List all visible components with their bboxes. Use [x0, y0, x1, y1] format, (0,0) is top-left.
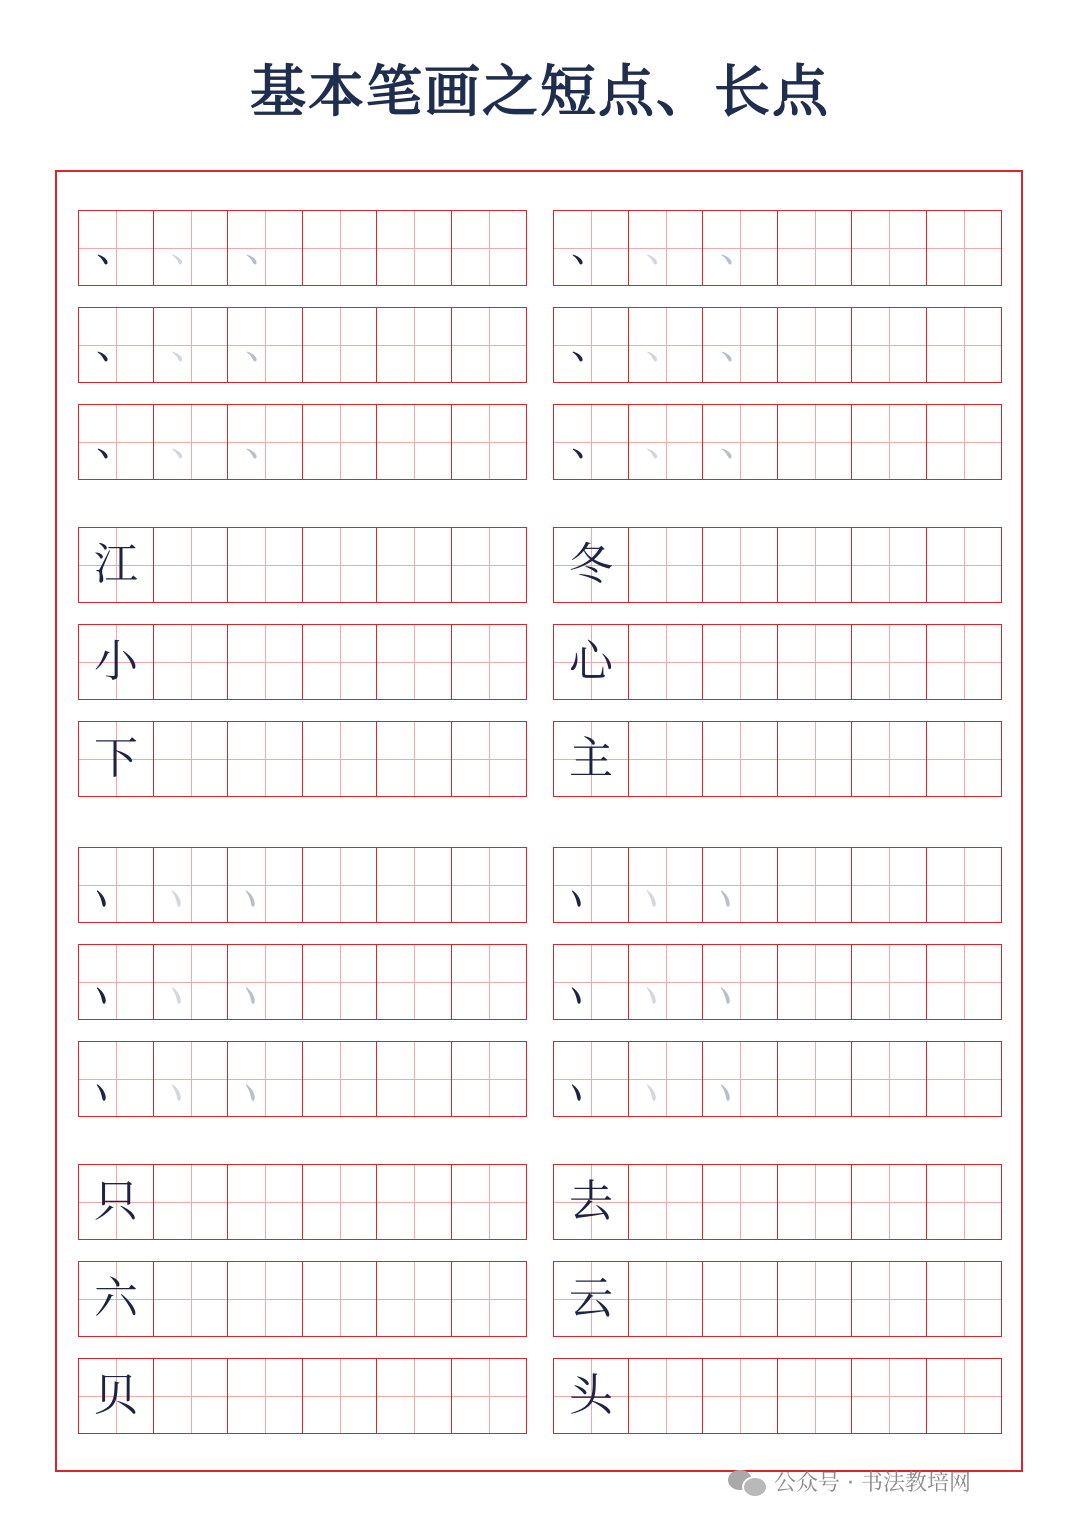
trace-stroke-cell[interactable] [153, 307, 229, 383]
tian-grid-cell[interactable] [227, 527, 303, 603]
tian-grid-cell[interactable] [926, 404, 1002, 480]
character-glyph: 只 [94, 1176, 138, 1227]
tian-grid-cell[interactable] [302, 1041, 378, 1117]
tian-grid-cell[interactable] [702, 1261, 778, 1337]
trace-stroke-cell[interactable] [702, 210, 778, 286]
tian-grid-cell[interactable] [777, 1164, 853, 1240]
tian-grid-cell[interactable] [777, 210, 853, 286]
stroke-glyph: 、 [170, 322, 211, 368]
character-glyph: 下 [94, 733, 138, 784]
stroke-glyph: 、 [571, 419, 611, 465]
trace-stroke-cell[interactable] [227, 210, 303, 286]
model-stroke-cell[interactable] [553, 404, 629, 480]
stroke-glyph: 、 [92, 1040, 140, 1118]
tian-grid-cell[interactable] [227, 721, 303, 797]
model-character-cell[interactable] [78, 527, 154, 603]
practice-row [553, 527, 1002, 603]
model-character-cell[interactable] [553, 1164, 629, 1240]
tian-grid-cell[interactable] [376, 624, 452, 700]
tian-grid-cell[interactable] [777, 847, 853, 923]
trace-stroke-cell[interactable] [702, 307, 778, 383]
tian-grid-cell[interactable] [851, 307, 927, 383]
practice-row [553, 721, 1002, 797]
model-character-cell[interactable] [553, 1358, 629, 1434]
tian-grid-cell[interactable] [227, 1358, 303, 1434]
model-character-cell[interactable] [78, 721, 154, 797]
trace-stroke-cell[interactable] [702, 404, 778, 480]
tian-grid-cell[interactable] [451, 210, 527, 286]
stroke-glyph: 、 [567, 1040, 615, 1118]
model-stroke-cell[interactable] [553, 307, 629, 383]
character-glyph: 江 [94, 539, 138, 590]
tian-grid-cell[interactable] [376, 404, 452, 480]
tian-grid-cell[interactable] [153, 1164, 229, 1240]
trace-stroke-cell[interactable] [153, 1041, 229, 1117]
watermark [728, 1466, 971, 1497]
tian-grid-cell[interactable] [451, 1358, 527, 1434]
practice-row [553, 210, 1002, 286]
tian-grid-cell[interactable] [451, 1261, 527, 1337]
stroke-glyph: 、 [720, 419, 760, 465]
trace-stroke-cell[interactable] [153, 944, 229, 1020]
trace-stroke-cell[interactable] [153, 847, 229, 923]
stroke-glyph: 、 [167, 943, 214, 1021]
trace-stroke-cell[interactable] [227, 944, 303, 1020]
stroke-glyph: 、 [645, 419, 686, 465]
practice-row [78, 307, 527, 383]
practice-row [78, 527, 527, 603]
tian-grid-cell[interactable] [926, 527, 1002, 603]
trace-stroke-cell[interactable] [227, 847, 303, 923]
tian-grid-cell[interactable] [376, 307, 452, 383]
model-stroke-cell[interactable] [553, 1041, 629, 1117]
tian-grid-cell[interactable] [376, 1358, 452, 1434]
stroke-glyph: 、 [567, 943, 615, 1021]
tian-grid-cell[interactable] [302, 624, 378, 700]
tian-grid-cell[interactable] [851, 1164, 927, 1240]
tian-grid-cell[interactable] [702, 721, 778, 797]
trace-stroke-cell[interactable] [153, 404, 229, 480]
model-stroke-cell[interactable] [553, 847, 629, 923]
tian-grid-cell[interactable] [851, 721, 927, 797]
tian-grid-cell[interactable] [376, 1164, 452, 1240]
model-stroke-cell[interactable] [553, 210, 629, 286]
model-character-cell[interactable] [553, 1261, 629, 1337]
tian-grid-cell[interactable] [302, 847, 378, 923]
tian-grid-cell[interactable] [926, 1261, 1002, 1337]
model-character-cell[interactable] [553, 527, 629, 603]
tian-grid-cell[interactable] [302, 527, 378, 603]
tian-grid-cell[interactable] [777, 1261, 853, 1337]
tian-grid-cell[interactable] [926, 1164, 1002, 1240]
tian-grid-cell[interactable] [926, 721, 1002, 797]
tian-grid-cell[interactable] [777, 307, 853, 383]
tian-grid-cell[interactable] [851, 527, 927, 603]
stroke-glyph: 、 [645, 225, 686, 271]
tian-grid-cell[interactable] [376, 1041, 452, 1117]
model-stroke-cell[interactable] [78, 210, 154, 286]
character-glyph: 云 [569, 1273, 613, 1324]
stroke-glyph: 、 [92, 846, 140, 924]
tian-grid-cell[interactable] [376, 1261, 452, 1337]
stroke-glyph: 、 [716, 943, 764, 1021]
tian-grid-cell[interactable] [302, 944, 378, 1020]
practice-row [553, 1041, 1002, 1117]
tian-grid-cell[interactable] [302, 307, 378, 383]
model-character-cell[interactable] [78, 1358, 154, 1434]
practice-row [78, 210, 527, 286]
wechat-icon [728, 1468, 766, 1496]
stroke-glyph: 、 [571, 322, 611, 368]
model-stroke-cell[interactable] [553, 944, 629, 1020]
model-character-cell[interactable] [553, 721, 629, 797]
character-glyph: 冬 [569, 539, 613, 590]
stroke-glyph: 、 [167, 1040, 214, 1118]
trace-stroke-cell[interactable] [153, 210, 229, 286]
model-character-cell[interactable] [553, 624, 629, 700]
character-glyph: 六 [94, 1273, 138, 1324]
stroke-glyph: 、 [716, 846, 764, 924]
tian-grid-cell[interactable] [227, 1164, 303, 1240]
practice-row [78, 624, 527, 700]
trace-stroke-cell[interactable] [227, 1041, 303, 1117]
tian-grid-cell[interactable] [851, 847, 927, 923]
trace-stroke-cell[interactable] [628, 847, 704, 923]
trace-stroke-cell[interactable] [702, 944, 778, 1020]
tian-grid-cell[interactable] [153, 624, 229, 700]
practice-row [78, 1164, 527, 1240]
tian-grid-cell[interactable] [451, 527, 527, 603]
tian-grid-cell[interactable] [628, 624, 704, 700]
tian-grid-cell[interactable] [451, 721, 527, 797]
stroke-glyph: 、 [170, 225, 211, 271]
tian-grid-cell[interactable] [302, 404, 378, 480]
practice-row [553, 847, 1002, 923]
tian-grid-cell[interactable] [451, 944, 527, 1020]
tian-grid-cell[interactable] [628, 721, 704, 797]
practice-row [78, 1041, 527, 1117]
model-stroke-cell[interactable] [78, 1041, 154, 1117]
practice-row [78, 1358, 527, 1434]
tian-grid-cell[interactable] [451, 404, 527, 480]
tian-grid-cell[interactable] [926, 1041, 1002, 1117]
character-glyph: 去 [569, 1176, 613, 1227]
stroke-glyph: 、 [96, 225, 136, 271]
practice-row [553, 1358, 1002, 1434]
tian-grid-cell[interactable] [851, 1041, 927, 1117]
practice-row [78, 847, 527, 923]
stroke-glyph: 、 [96, 322, 136, 368]
tian-grid-cell[interactable] [702, 624, 778, 700]
trace-stroke-cell[interactable] [227, 307, 303, 383]
stroke-glyph: 、 [720, 322, 760, 368]
tian-grid-cell[interactable] [628, 527, 704, 603]
tian-grid-cell[interactable] [302, 210, 378, 286]
tian-grid-cell[interactable] [926, 944, 1002, 1020]
practice-row [553, 1164, 1002, 1240]
tian-grid-cell[interactable] [926, 847, 1002, 923]
tian-grid-cell[interactable] [376, 847, 452, 923]
tian-grid-cell[interactable] [851, 624, 927, 700]
character-glyph: 小 [94, 636, 138, 687]
tian-grid-cell[interactable] [777, 404, 853, 480]
tian-grid-cell[interactable] [628, 1164, 704, 1240]
model-character-cell[interactable] [78, 1261, 154, 1337]
tian-grid-cell[interactable] [777, 527, 853, 603]
tian-grid-cell[interactable] [851, 1358, 927, 1434]
tian-grid-cell[interactable] [702, 1358, 778, 1434]
tian-grid-cell[interactable] [376, 944, 452, 1020]
page-title: 基本笔画之短点、长点 [250, 59, 830, 125]
tian-grid-cell[interactable] [777, 1358, 853, 1434]
tian-grid-cell[interactable] [153, 1261, 229, 1337]
tian-grid-cell[interactable] [926, 210, 1002, 286]
tian-grid-cell[interactable] [451, 1164, 527, 1240]
tian-grid-cell[interactable] [451, 847, 527, 923]
tian-grid-cell[interactable] [777, 721, 853, 797]
stroke-glyph: 、 [241, 846, 289, 924]
tian-grid-cell[interactable] [153, 527, 229, 603]
tian-grid-cell[interactable] [302, 1164, 378, 1240]
stroke-glyph: 、 [567, 846, 615, 924]
tian-grid-cell[interactable] [376, 210, 452, 286]
stroke-glyph: 、 [167, 846, 214, 924]
practice-row [78, 721, 527, 797]
trace-stroke-cell[interactable] [628, 944, 704, 1020]
stroke-glyph: 、 [642, 943, 689, 1021]
stroke-glyph: 、 [245, 225, 285, 271]
trace-stroke-cell[interactable] [702, 1041, 778, 1117]
tian-grid-cell[interactable] [376, 721, 452, 797]
stroke-glyph: 、 [241, 1040, 289, 1118]
stroke-glyph: 、 [571, 225, 611, 271]
tian-grid-cell[interactable] [227, 624, 303, 700]
tian-grid-cell[interactable] [302, 1261, 378, 1337]
model-stroke-cell[interactable] [78, 307, 154, 383]
watermark-text: 公众号 · 书法教培网 [774, 1471, 971, 1496]
stroke-glyph: 、 [245, 322, 285, 368]
tian-grid-cell[interactable] [227, 1261, 303, 1337]
tian-grid-cell[interactable] [153, 1358, 229, 1434]
trace-stroke-cell[interactable] [628, 307, 704, 383]
stroke-glyph: 、 [96, 419, 136, 465]
stroke-glyph: 、 [170, 419, 211, 465]
model-stroke-cell[interactable] [78, 847, 154, 923]
tian-grid-cell[interactable] [851, 1261, 927, 1337]
tian-grid-cell[interactable] [777, 944, 853, 1020]
practice-row [78, 944, 527, 1020]
stroke-glyph: 、 [92, 943, 140, 1021]
stroke-glyph: 、 [645, 322, 686, 368]
tian-grid-cell[interactable] [926, 624, 1002, 700]
tian-grid-cell[interactable] [777, 624, 853, 700]
tian-grid-cell[interactable] [702, 527, 778, 603]
model-stroke-cell[interactable] [78, 944, 154, 1020]
stroke-glyph: 、 [716, 1040, 764, 1118]
stroke-glyph: 、 [245, 419, 285, 465]
practice-row [553, 404, 1002, 480]
tian-grid-cell[interactable] [628, 1358, 704, 1434]
character-glyph: 主 [569, 733, 613, 784]
tian-grid-cell[interactable] [302, 1358, 378, 1434]
stroke-glyph: 、 [241, 943, 289, 1021]
model-stroke-cell[interactable] [78, 404, 154, 480]
practice-row [553, 944, 1002, 1020]
practice-row [78, 404, 527, 480]
stroke-glyph: 、 [642, 1040, 689, 1118]
stroke-glyph: 、 [720, 225, 760, 271]
tian-grid-cell[interactable] [851, 210, 927, 286]
trace-stroke-cell[interactable] [628, 1041, 704, 1117]
character-glyph: 心 [569, 636, 613, 687]
stroke-glyph: 、 [642, 846, 689, 924]
practice-row [78, 1261, 527, 1337]
tian-grid-cell[interactable] [926, 1358, 1002, 1434]
practice-row [553, 307, 1002, 383]
trace-stroke-cell[interactable] [628, 210, 704, 286]
tian-grid-cell[interactable] [628, 1261, 704, 1337]
tian-grid-cell[interactable] [451, 307, 527, 383]
model-character-cell[interactable] [78, 624, 154, 700]
tian-grid-cell[interactable] [153, 721, 229, 797]
tian-grid-cell[interactable] [451, 624, 527, 700]
model-character-cell[interactable] [78, 1164, 154, 1240]
character-glyph: 贝 [94, 1370, 138, 1421]
tian-grid-cell[interactable] [702, 1164, 778, 1240]
tian-grid-cell[interactable] [851, 404, 927, 480]
practice-row [553, 624, 1002, 700]
character-glyph: 头 [569, 1370, 613, 1421]
trace-stroke-cell[interactable] [227, 404, 303, 480]
tian-grid-cell[interactable] [777, 1041, 853, 1117]
tian-grid-cell[interactable] [376, 527, 452, 603]
tian-grid-cell[interactable] [851, 944, 927, 1020]
trace-stroke-cell[interactable] [628, 404, 704, 480]
trace-stroke-cell[interactable] [702, 847, 778, 923]
tian-grid-cell[interactable] [451, 1041, 527, 1117]
tian-grid-cell[interactable] [926, 307, 1002, 383]
practice-row [553, 1261, 1002, 1337]
tian-grid-cell[interactable] [302, 721, 378, 797]
